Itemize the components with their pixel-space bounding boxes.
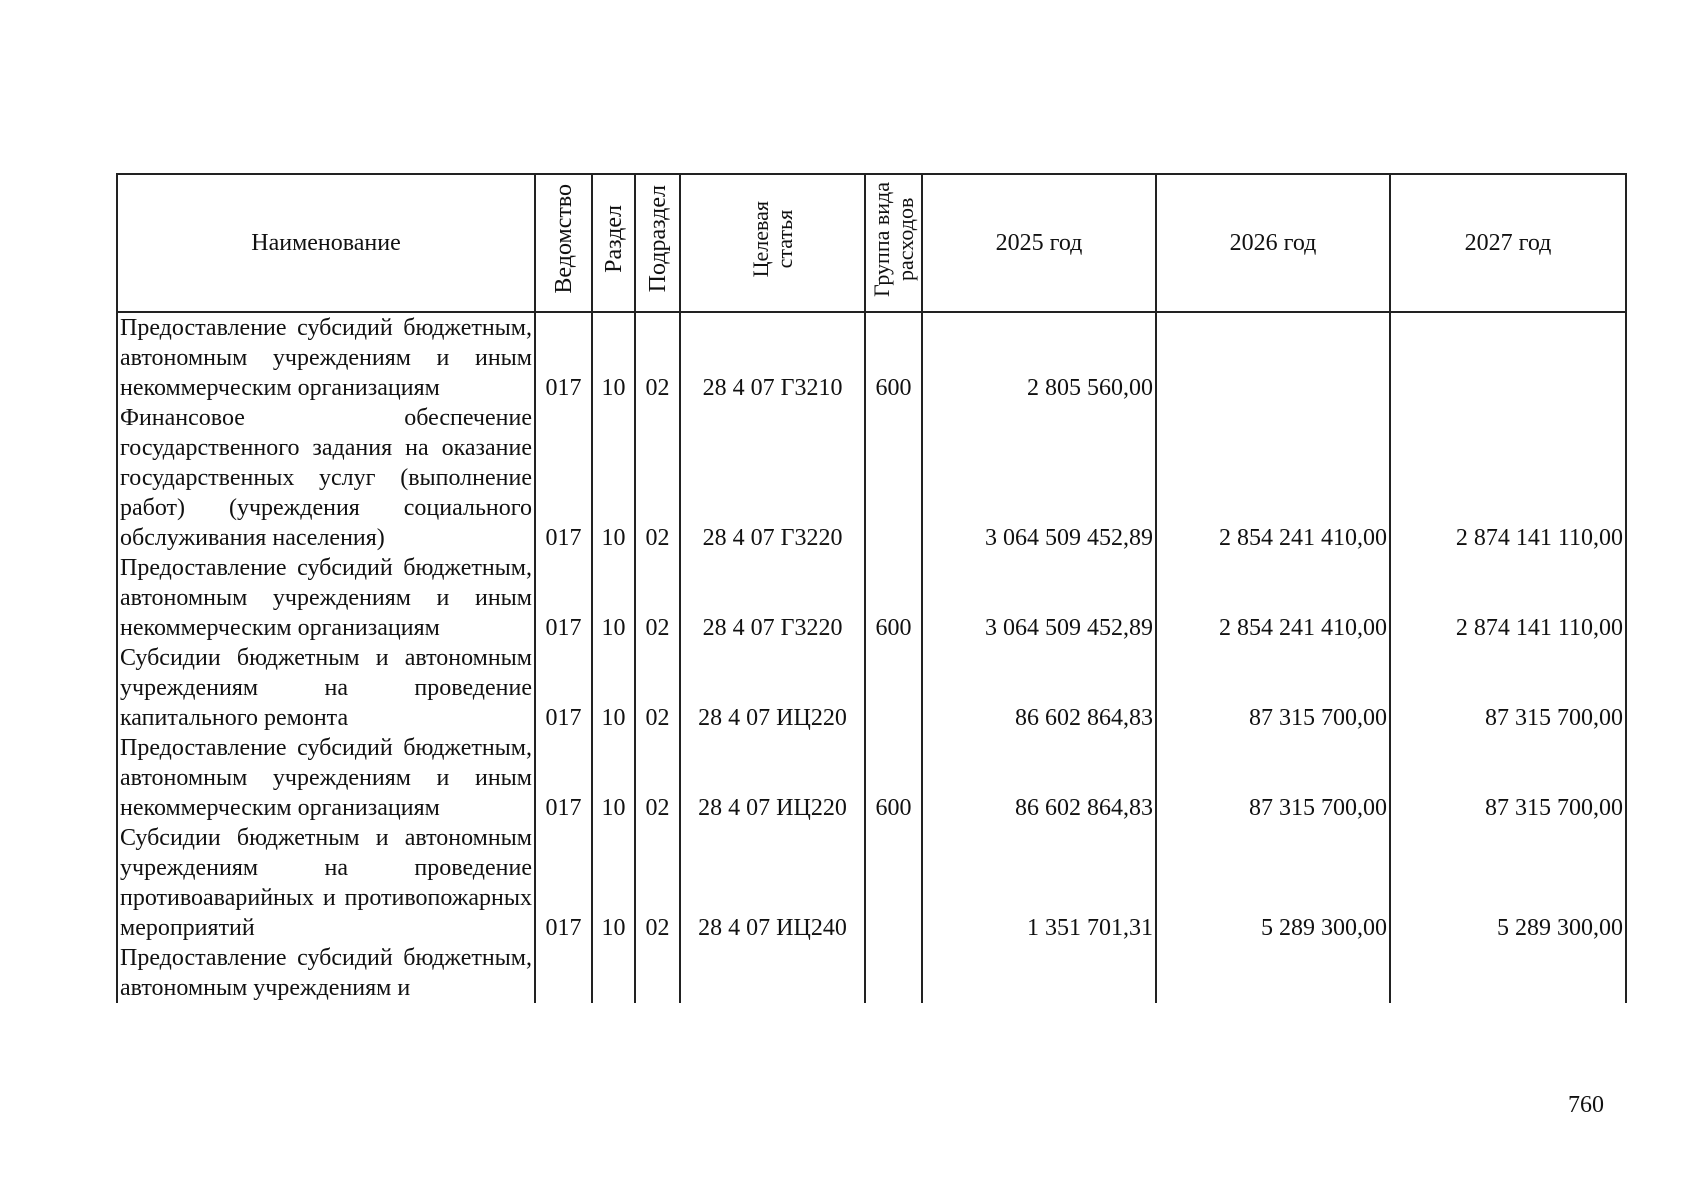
row-expense-group: 600 — [865, 553, 922, 643]
header-target-article-label — [749, 201, 797, 277]
table-row — [117, 553, 1626, 643]
row-amount-2026 — [1156, 943, 1390, 1003]
header-group-line1: Группа вида — [868, 181, 894, 297]
row-amount-2026 — [1156, 312, 1390, 403]
row-target-article: 28 4 07 Г3220 — [680, 553, 865, 643]
row-razdel: 10 — [592, 403, 635, 553]
header-vedomstvo-label: Ведомство — [550, 184, 577, 294]
header-year-2027-label: 2027 год — [1464, 230, 1552, 256]
row-razdel: 10 — [592, 312, 635, 403]
row-name: Предоставление субсидий бюджетным, автономным учреждениям и иным некоммерческим организациям — [117, 312, 535, 403]
row-podrazdel: 02 — [635, 553, 680, 643]
row-target-article: 28 4 07 Г3210 — [680, 312, 865, 403]
table-row — [117, 403, 1626, 553]
row-target-article: 28 4 07 ИЦ220 — [680, 733, 865, 823]
row-name: Субсидии бюджетным и автономным учреждениям на проведение противоаварийных и противопожарных мероприятий — [117, 823, 535, 943]
row-amount-2025: 86 602 864,83 — [922, 733, 1156, 823]
row-razdel — [592, 943, 635, 1003]
header-razdel-label: Раздел — [600, 205, 627, 273]
row-razdel: 10 — [592, 553, 635, 643]
row-name: Финансовое обеспечение государственного задания на оказание государственных услуг (выполнение работ) (учреждения социального обслуживания населения) — [117, 403, 535, 553]
row-expense-group — [865, 403, 922, 553]
header-expense-group — [865, 174, 922, 312]
row-amount-2026: 87 315 700,00 — [1156, 733, 1390, 823]
row-podrazdel: 02 — [635, 643, 680, 733]
row-amount-2026: 87 315 700,00 — [1156, 643, 1390, 733]
header-podrazdel-label: Подраздел — [644, 185, 671, 293]
header-target-line2: статья — [771, 209, 797, 269]
table-row — [117, 823, 1626, 943]
row-name: Предоставление субсидий бюджетным, автономным учреждениям и — [117, 943, 535, 1003]
header-razdel — [592, 174, 635, 312]
row-target-article: 28 4 07 Г3220 — [680, 403, 865, 553]
row-amount-2025: 2 805 560,00 — [922, 312, 1156, 403]
page-number: 760 — [1568, 1092, 1604, 1118]
row-expense-group: 600 — [865, 733, 922, 823]
row-amount-2025 — [922, 943, 1156, 1003]
row-vedomstvo: 017 — [535, 312, 592, 403]
row-podrazdel: 02 — [635, 823, 680, 943]
row-vedomstvo: 017 — [535, 403, 592, 553]
table-row — [117, 643, 1626, 733]
row-amount-2026: 5 289 300,00 — [1156, 823, 1390, 943]
row-podrazdel: 02 — [635, 403, 680, 553]
row-amount-2027: 5 289 300,00 — [1390, 823, 1626, 943]
row-vedomstvo: 017 — [535, 733, 592, 823]
row-razdel: 10 — [592, 733, 635, 823]
row-vedomstvo — [535, 943, 592, 1003]
header-year-2025 — [922, 174, 1156, 312]
row-amount-2027: 2 874 141 110,00 — [1390, 553, 1626, 643]
table-row — [117, 943, 1626, 1003]
row-podrazdel — [635, 943, 680, 1003]
row-amount-2026: 2 854 241 410,00 — [1156, 403, 1390, 553]
row-amount-2025: 1 351 701,31 — [922, 823, 1156, 943]
header-expense-group-label — [870, 182, 918, 297]
row-amount-2027: 87 315 700,00 — [1390, 643, 1626, 733]
header-podrazdel — [635, 174, 680, 312]
table-row — [117, 733, 1626, 823]
table-header — [117, 174, 1626, 312]
row-expense-group — [865, 643, 922, 733]
row-target-article: 28 4 07 ИЦ220 — [680, 643, 865, 733]
header-year-2026 — [1156, 174, 1390, 312]
header-vedomstvo — [535, 174, 592, 312]
budget-document — [116, 173, 1625, 1085]
header-year-2027 — [1390, 174, 1626, 312]
table-row — [117, 312, 1626, 403]
row-expense-group — [865, 823, 922, 943]
row-amount-2027: 2 874 141 110,00 — [1390, 403, 1626, 553]
header-target-article — [680, 174, 865, 312]
row-amount-2027: 87 315 700,00 — [1390, 733, 1626, 823]
row-amount-2025: 86 602 864,83 — [922, 643, 1156, 733]
header-name-label: Наименование — [251, 230, 401, 256]
row-razdel: 10 — [592, 643, 635, 733]
row-name: Предоставление субсидий бюджетным, автономным учреждениям и иным некоммерческим организациям — [117, 733, 535, 823]
row-target-article — [680, 943, 865, 1003]
row-amount-2026: 2 854 241 410,00 — [1156, 553, 1390, 643]
row-target-article: 28 4 07 ИЦ240 — [680, 823, 865, 943]
row-expense-group: 600 — [865, 312, 922, 403]
row-amount-2027 — [1390, 312, 1626, 403]
row-expense-group — [865, 943, 922, 1003]
row-vedomstvo: 017 — [535, 823, 592, 943]
row-name: Предоставление субсидий бюджетным, автономным учреждениям и иным некоммерческим организациям — [117, 553, 535, 643]
row-podrazdel: 02 — [635, 312, 680, 403]
header-target-line1: Целевая — [747, 200, 773, 278]
header-year-2025-label: 2025 год — [995, 230, 1083, 256]
header-year-2026-label: 2026 год — [1229, 230, 1317, 256]
row-podrazdel: 02 — [635, 733, 680, 823]
row-amount-2025: 3 064 509 452,89 — [922, 403, 1156, 553]
row-name: Субсидии бюджетным и автономным учреждениям на проведение капитального ремонта — [117, 643, 535, 733]
budget-table — [116, 173, 1627, 1003]
header-name — [117, 174, 535, 312]
row-vedomstvo: 017 — [535, 643, 592, 733]
header-group-line2: расходов — [892, 197, 918, 281]
table-body — [117, 312, 1626, 1003]
row-amount-2027 — [1390, 943, 1626, 1003]
row-vedomstvo: 017 — [535, 553, 592, 643]
row-razdel: 10 — [592, 823, 635, 943]
row-amount-2025: 3 064 509 452,89 — [922, 553, 1156, 643]
